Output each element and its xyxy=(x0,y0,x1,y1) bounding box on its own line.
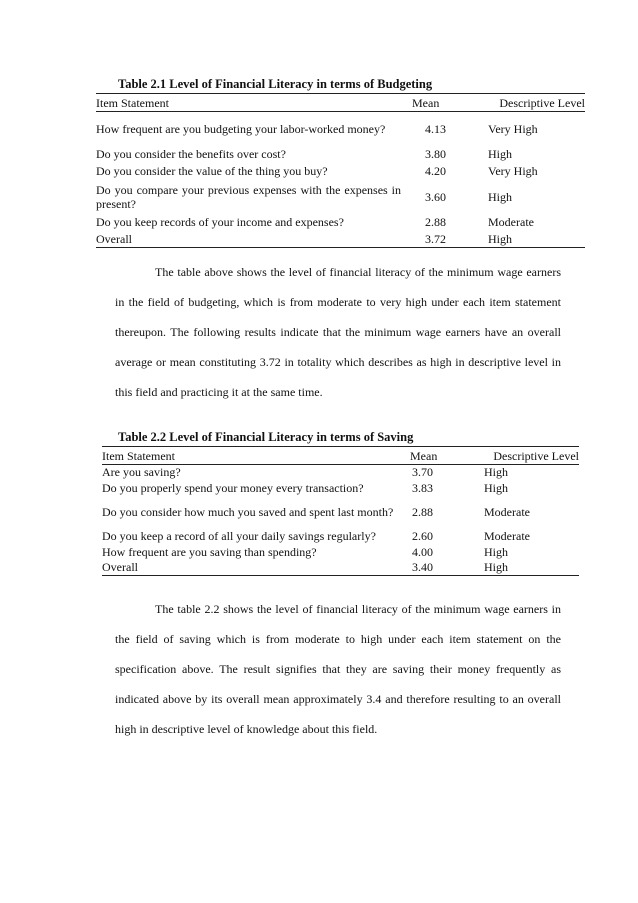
paragraph-text: The table above shows the level of financial literacy of the minimum wage earners in the field of budgeting, which is from moderate to very high under each item statement thereupon. The following results indicate that the minimum wage earners have an overall average or mean constituting 3.72 in totality which describes as high in descriptive level in this field and practicing it at the same time. xyxy=(115,265,561,399)
body-paragraph xyxy=(115,257,561,407)
saving-table xyxy=(102,446,579,576)
table-row xyxy=(96,180,585,214)
descriptive-level: High xyxy=(488,189,512,204)
descriptive-level: High xyxy=(472,231,585,248)
descriptive-level: High xyxy=(488,147,512,161)
item-statement: How frequent are you budgeting your labor-worked money? xyxy=(96,121,386,136)
item-statement: Do you consider the benefits over cost? xyxy=(96,147,286,161)
item-statement: How frequent are you saving than spending? xyxy=(102,544,317,559)
table-row xyxy=(96,163,585,180)
column-header: Mean xyxy=(409,94,472,112)
mean-value: 2.60 xyxy=(412,528,433,543)
column-header: Descriptive Level xyxy=(482,447,579,465)
column-header: Item Statement xyxy=(96,94,409,112)
mean-value: 3.83 xyxy=(412,481,433,495)
table-row xyxy=(96,231,585,248)
descriptive-level: Very High xyxy=(488,121,538,136)
descriptive-level: Moderate xyxy=(488,215,534,229)
descriptive-level: Very High xyxy=(488,164,538,178)
column-header: Item Statement xyxy=(102,447,402,465)
table-row xyxy=(102,560,579,576)
table-caption: Table 2.1 Level of Financial Literacy in terms of Budgeting xyxy=(118,77,433,91)
item-statement: Do you keep records of your income and expenses? xyxy=(96,215,344,229)
mean-value: 4.00 xyxy=(412,544,433,559)
descriptive-level: High xyxy=(484,481,508,495)
mean-value: 4.20 xyxy=(425,164,446,178)
mean-value: 2.88 xyxy=(412,505,433,519)
descriptive-level: High xyxy=(484,544,508,559)
column-header: Descriptive Level xyxy=(472,94,585,112)
table-row xyxy=(96,214,585,231)
mean-value: 3.40 xyxy=(402,560,482,576)
column-header: Mean xyxy=(402,447,482,465)
item-statement: Overall xyxy=(96,231,409,248)
item-statement: Do you consider how much you saved and spent last month? xyxy=(102,505,394,519)
mean-value: 2.88 xyxy=(425,215,446,229)
descriptive-level: High xyxy=(484,465,508,480)
descriptive-level: Moderate xyxy=(484,528,530,543)
item-statement: Are you saving? xyxy=(102,465,181,480)
table-row xyxy=(96,146,585,163)
paragraph-text: The table 2.2 shows the level of financial literacy of the minimum wage earners in the field of saving which is from moderate to high under each item statement on the specification above. The result signifies that they are saving their money frequently as indicated above by its overall mean approximately 3.4 and therefore resulting to an overall high in descriptive level of knowledge about this field. xyxy=(115,602,561,736)
item-statement: Do you keep a record of all your daily savings regularly? xyxy=(102,528,376,543)
item-statement: Do you consider the value of the thing you buy? xyxy=(96,164,328,178)
table-row xyxy=(102,528,579,544)
mean-value: 3.60 xyxy=(425,189,446,204)
table-row xyxy=(102,465,579,480)
body-paragraph xyxy=(115,594,561,744)
table-caption: Table 2.2 Level of Financial Literacy in terms of Saving xyxy=(118,430,414,444)
descriptive-level: High xyxy=(482,560,579,576)
item-statement: Do you properly spend your money every transaction? xyxy=(102,481,364,495)
budgeting-table xyxy=(96,93,585,248)
mean-value: 3.70 xyxy=(412,465,433,480)
table-row xyxy=(96,112,585,146)
mean-value: 3.72 xyxy=(409,231,472,248)
item-statement: Overall xyxy=(102,560,402,576)
table-row xyxy=(102,497,579,528)
table-row xyxy=(102,544,579,560)
mean-value: 3.80 xyxy=(425,147,446,161)
item-statement: Do you compare your previous expenses with the expenses in present? xyxy=(96,182,401,211)
mean-value: 4.13 xyxy=(425,121,446,136)
descriptive-level: Moderate xyxy=(484,505,530,519)
table-row xyxy=(102,480,579,497)
